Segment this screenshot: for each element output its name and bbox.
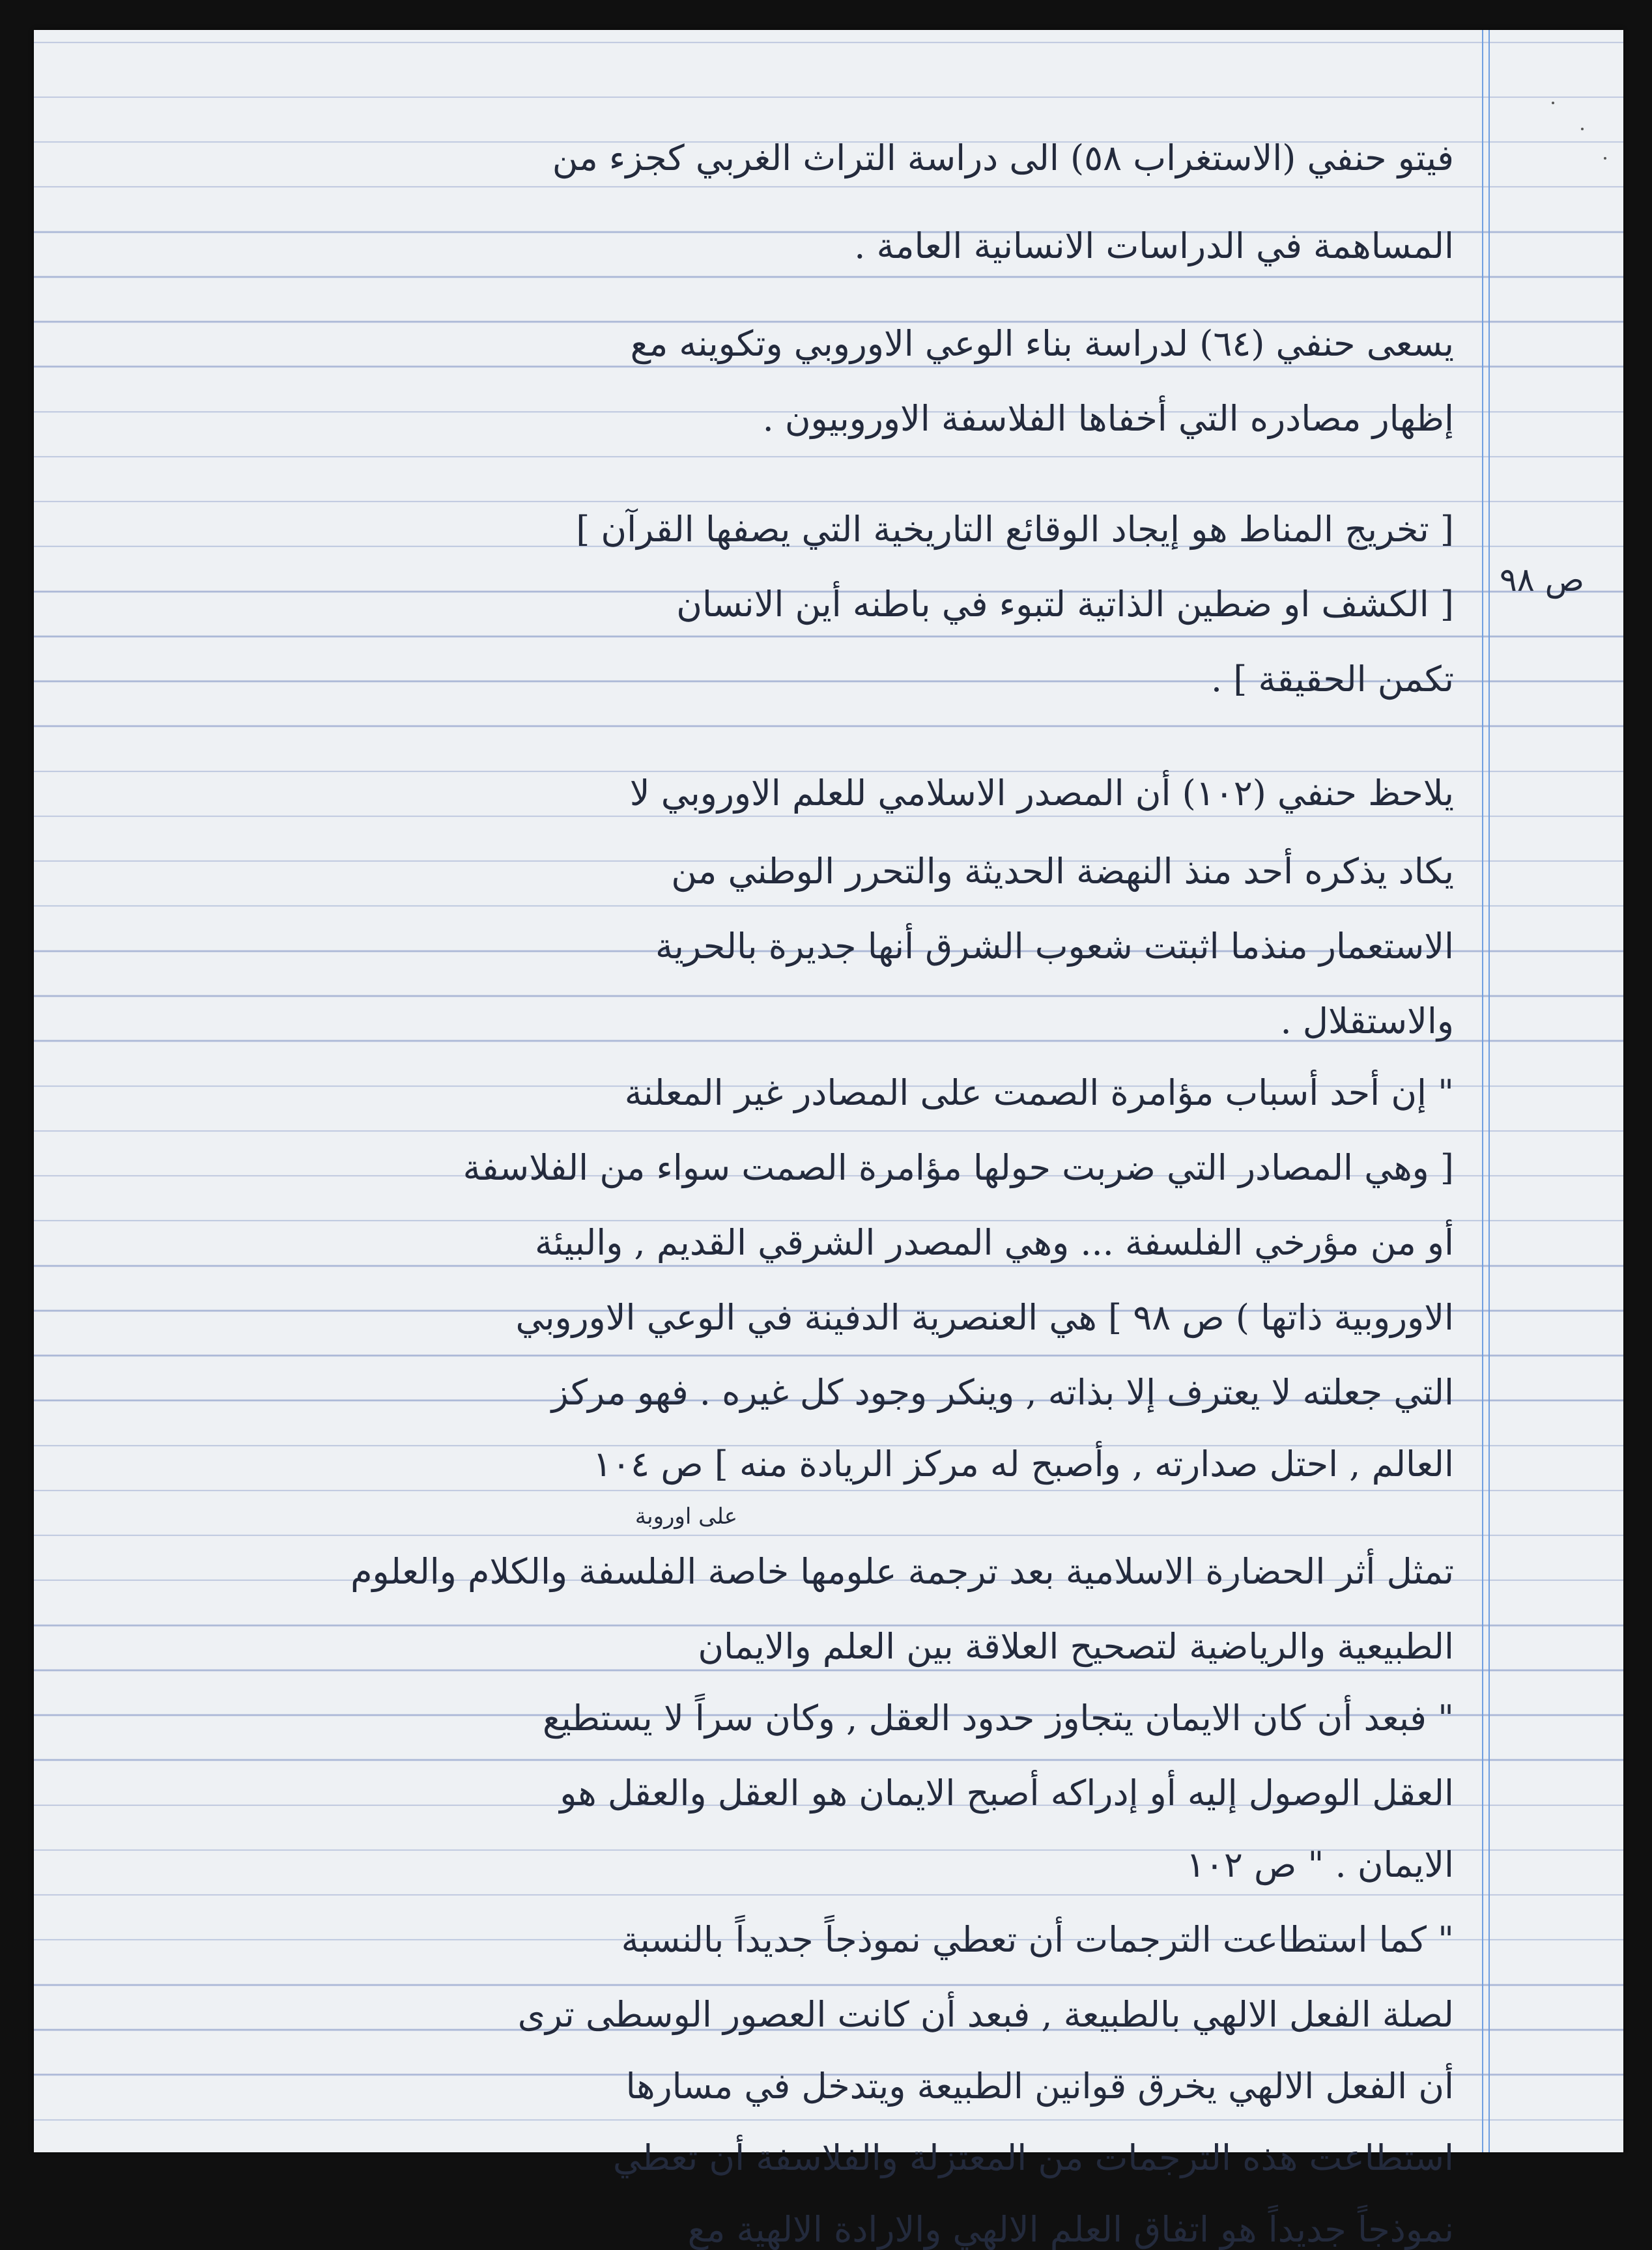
- text-line: نموذجاً جديداً هو اتفاق العلم الالهي والارادة الالهية مع: [687, 2209, 1454, 2250]
- margin-line: [1482, 30, 1483, 2152]
- text-line: " فبعد أن كان الايمان يتجاوز حدود العقل , وكان سراً لا يستطيع: [542, 1698, 1454, 1739]
- text-line: [ وهي المصادر التي ضربت حولها مؤامرة الصمت سواء من الفلاسفة: [463, 1147, 1454, 1188]
- text-line: أو من مؤرخي الفلسفة ... وهي المصدر الشرقي القديم , والبيئة: [535, 1222, 1454, 1263]
- text-line: على اوروبة: [634, 1503, 737, 1530]
- text-line: الاوروبية ذاتها ) ص ٩٨ ] هي العنصرية الدفينة في الوعي الاوروبي: [515, 1297, 1454, 1338]
- text-line: استطاعت هذه الترجمات من المعتزلة والفلاسفة أن تعطي: [612, 2137, 1454, 2178]
- text-line: [ تخريج المناط هو إيجاد الوقائع التاريخية التي يصفها القرآن ]: [576, 509, 1454, 550]
- text-line: العالم , احتل صدارته , وأصبح له مركز الريادة منه ] ص ١٠٤: [593, 1444, 1454, 1485]
- margin-line: [1488, 30, 1490, 2152]
- text-line: الاستعمار منذما اثبتت شعوب الشرق أنها جديرة بالحرية: [655, 926, 1454, 967]
- text-line: المساهمة في الدراسات الانسانية العامة .: [854, 225, 1454, 266]
- handwritten-text: [119, 137, 1454, 2250]
- text-line: " إن أحد أسباب مؤامرة الصمت على المصادر غير المعلنة: [624, 1072, 1454, 1113]
- text-line: الايمان . " ص ١٠٢: [1186, 1844, 1454, 1885]
- text-line: يسعى حنفي (٦٤) لدراسة بناء الوعي الاوروبي وتكوينه مع: [630, 323, 1454, 364]
- text-line: " كما استطاعت الترجمات أن تعطي نموذجاً جديداً بالنسبة: [621, 1919, 1454, 1960]
- text-line: فيتو حنفي (الاستغراب ٥٨) الى دراسة التراث الغربي كجزء من: [552, 137, 1454, 178]
- text-line: تمثل أثر الحضارة الاسلامية بعد ترجمة علومها خاصة الفلسفة والكلام والعلوم: [350, 1551, 1454, 1592]
- text-line: التي جعلته لا يعترف إلا بذاته , وينكر وجود كل غيره . فهو مركز: [551, 1372, 1454, 1413]
- text-line: والاستقلال .: [1280, 1001, 1454, 1042]
- text-line: يلاحظ حنفي (١٠٢) أن المصدر الاسلامي للعلم الاوروبي لا: [629, 773, 1454, 814]
- margin-note: ص ٩٨: [1500, 561, 1585, 599]
- text-line: الطبيعية والرياضية لتصحيح العلاقة بين العلم والايمان: [698, 1626, 1454, 1667]
- text-line: لصلة الفعل الالهي بالطبيعة , فبعد أن كانت العصور الوسطى ترى: [517, 1994, 1454, 2035]
- text-line: تكمن الحقيقة ] .: [1210, 659, 1454, 700]
- text-line: [ الكشف او ضطين الذاتية لتبوء في باطنه أين الانسان: [676, 584, 1454, 625]
- paper-hole: [1552, 102, 1554, 104]
- text-line: يكاد يذكره أحد منذ النهضة الحديثة والتحرر الوطني من: [671, 851, 1454, 892]
- text-line: إظهار مصادره التي أخفاها الفلاسفة الاوروبيون .: [762, 398, 1454, 439]
- text-line: أن الفعل الالهي يخرق قوانين الطبيعة ويتدخل في مسارها: [625, 2066, 1454, 2107]
- notebook-page: [34, 30, 1623, 2250]
- text-line: العقل الوصول إليه أو إدراكه أصبح الايمان هو العقل والعقل هو: [560, 1773, 1454, 1814]
- paper-hole: [1581, 128, 1584, 130]
- paper-hole: [1604, 157, 1606, 160]
